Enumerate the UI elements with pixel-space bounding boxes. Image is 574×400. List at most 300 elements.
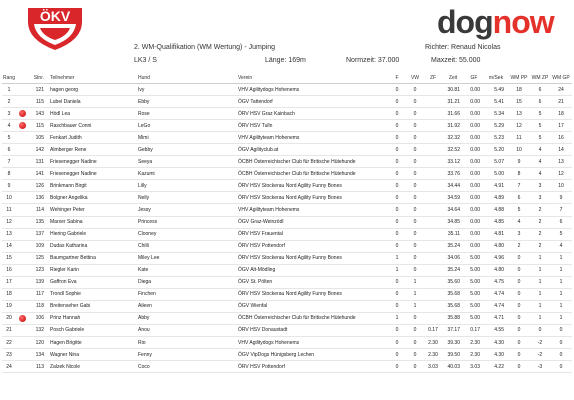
cell-wm-zp: 2 [530,216,550,228]
cell-hund: Rio [138,336,238,348]
cell-rang: 24 [2,361,16,373]
cell-zf [424,204,442,216]
table-row [2,192,572,204]
cell-f: 1 [388,264,406,276]
cell-verein: ÖRV HSV Stockerau Nord Agility Funny Bones [238,192,388,204]
cell-rang: 1 [2,84,16,96]
cell-zf [424,288,442,300]
cell-rang: 9 [2,180,16,192]
cell-wm-pp: 18 [508,84,530,96]
cell-rang: 12 [2,216,16,228]
cell-zf [424,276,442,288]
header-gf: GF [464,73,484,84]
cell-zf [424,312,442,324]
header-zf: ZF [424,73,442,84]
cell-zeit: 33.12 [442,156,464,168]
header-msek: m/Sek [484,73,508,84]
cell-stnr: 126 [28,180,44,192]
cell-zf [424,192,442,204]
cell-f: 0 [388,288,406,300]
cell-verein: ÖGV Wienfal [238,300,388,312]
cell-verein: ÖRV HSV Graz Kainbach [238,108,388,120]
cell-zf [424,120,442,132]
cell-wm-pp: 12 [508,120,530,132]
cell-wm-gp: 1 [550,288,572,300]
cell-wm-pp: 9 [508,156,530,168]
cell-wm-zp: 4 [530,168,550,180]
cell-teilnehmer: Breitenseher Gabi [44,300,138,312]
cell-msek: 4.30 [484,349,508,361]
cell-gf: 0.00 [464,228,484,240]
marker-cell [16,361,28,373]
cell-wm-zp: 2 [530,204,550,216]
cell-f: 0 [388,132,406,144]
cell-verein: VHV Agilitydogs Hohenems [238,336,388,348]
cell-teilnehmer: Riegler Karin [44,264,138,276]
cell-hund: Fenny [138,349,238,361]
red-dot-icon [19,122,26,129]
cell-wm-zp: 2 [530,240,550,252]
cell-wm-zp: 5 [530,132,550,144]
cell-hund: Aileen [138,300,238,312]
cell-wm-zp: 3 [530,192,550,204]
cell-verein: VHV Agilitydogs Hohenems [238,84,388,96]
cell-teilnehmer: Friesenegger Nadine [44,156,138,168]
table-row [2,240,572,252]
marker-cell [16,324,28,336]
cell-zeit: 32.32 [442,132,464,144]
cell-zeit: 31.92 [442,120,464,132]
marker-cell [16,228,28,240]
cell-rang: 11 [2,204,16,216]
cell-zeit: 30.81 [442,84,464,96]
cell-vw: 0 [406,144,424,156]
marker-cell [16,288,28,300]
cell-vw: 0 [406,240,424,252]
cell-rang: 4 [2,120,16,132]
cell-f: 0 [388,216,406,228]
cell-zeit: 37.17 [442,324,464,336]
cell-wm-gp: 1 [550,300,572,312]
cell-wm-gp: 0 [550,349,572,361]
table-row [2,120,572,132]
cell-vw: 0 [406,132,424,144]
marker-cell [16,156,28,168]
cell-f: 1 [388,312,406,324]
cell-f: 0 [388,228,406,240]
marker-cell [16,240,28,252]
cell-msek: 4.88 [484,204,508,216]
cell-zeit: 31.66 [442,108,464,120]
table-row [2,336,572,348]
cell-wm-zp: 3 [530,180,550,192]
cell-zeit: 35.68 [442,300,464,312]
table-row [2,144,572,156]
cell-zf [424,96,442,108]
cell-wm-pp: 3 [508,228,530,240]
cell-zf [424,156,442,168]
cell-zeit: 35.11 [442,228,464,240]
cell-zeit: 34.64 [442,204,464,216]
cell-hund: Princess [138,216,238,228]
marker-cell [16,120,28,132]
cell-verein: ÖGV Tattendorf [238,96,388,108]
event-class: LK3 / S [134,57,157,64]
cell-zeit: 35.60 [442,276,464,288]
cell-hund: Chilli [138,240,238,252]
cell-f: 0 [388,120,406,132]
cell-gf: 0.00 [464,180,484,192]
cell-rang: 17 [2,276,16,288]
cell-verein: ÖGV Alt-Mödling [238,264,388,276]
cell-wm-pp: 0 [508,276,530,288]
cell-gf: 0.00 [464,120,484,132]
cell-zeit: 35.88 [442,312,464,324]
cell-vw: 0 [406,156,424,168]
cell-msek: 4.22 [484,361,508,373]
cell-zf [424,252,442,264]
cell-zeit: 32.52 [442,144,464,156]
header-stnr: Stnr. [28,73,44,84]
cell-zeit: 34.85 [442,216,464,228]
cell-msek: 4.75 [484,276,508,288]
cell-gf: 5.00 [464,288,484,300]
cell-wm-gp: 4 [550,240,572,252]
header-zeit: Zeit [442,73,464,84]
cell-wm-gp: 1 [550,264,572,276]
cell-wm-gp: 12 [550,168,572,180]
cell-teilnehmer: Trondl Sophie [44,288,138,300]
cell-stnr: 134 [28,349,44,361]
cell-f: 0 [388,156,406,168]
cell-f: 0 [388,240,406,252]
cell-wm-pp: 11 [508,132,530,144]
cell-stnr: 136 [28,192,44,204]
cell-rang: 16 [2,264,16,276]
cell-stnr: 125 [28,252,44,264]
header-hund: Hund [138,73,238,84]
cell-hund: Kate [138,264,238,276]
cell-zf: 2.30 [424,336,442,348]
cell-zeit: 34.06 [442,252,464,264]
cell-f: 0 [388,324,406,336]
cell-stnr: 114 [28,204,44,216]
marker-cell [16,108,28,120]
cell-vw: 0 [406,361,424,373]
table-row [2,168,572,180]
cell-teilnehmer: Fenkart Judith [44,132,138,144]
table-row [2,252,572,264]
cell-verein: ÖGV VipDogs Hünigsberg Lechen [238,349,388,361]
cell-msek: 4.81 [484,228,508,240]
cell-wm-pp: 0 [508,288,530,300]
cell-gf: 0.00 [464,216,484,228]
cell-gf: 0.00 [464,192,484,204]
cell-zf [424,264,442,276]
cell-hund: Ivy [138,84,238,96]
cell-stnr: 106 [28,312,44,324]
cell-stnr: 123 [28,264,44,276]
cell-zf [424,84,442,96]
cell-wm-pp: 0 [508,324,530,336]
cell-f: 1 [388,252,406,264]
cell-rang: 10 [2,192,16,204]
cell-wm-gp: 5 [550,228,572,240]
cell-stnr: 109 [28,240,44,252]
cell-gf: 5.00 [464,312,484,324]
cell-wm-gp: 7 [550,204,572,216]
cell-teilnehmer: Marxer Sabina [44,216,138,228]
cell-f: 0 [388,349,406,361]
dognow-logo [437,4,554,41]
cell-wm-pp: 6 [508,192,530,204]
cell-wm-zp: 1 [530,264,550,276]
header-rang: Rang [2,73,16,84]
cell-rang: 19 [2,300,16,312]
cell-rang: 5 [2,132,16,144]
marker-cell [16,216,28,228]
cell-teilnehmer: Baumgartner Bettina [44,252,138,264]
cell-hund: Rose [138,108,238,120]
cell-gf: 0.00 [464,144,484,156]
cell-verein: ÖGV St. Pölten [238,276,388,288]
cell-wm-gp: 14 [550,144,572,156]
cell-wm-gp: 18 [550,108,572,120]
cell-vw: 0 [406,252,424,264]
cell-teilnehmer: Wagner Nina [44,349,138,361]
cell-teilnehmer: Hiering Gabriele [44,228,138,240]
cell-verein: ÖRV HSV Frauental [238,228,388,240]
cell-stnr: 139 [28,276,44,288]
cell-teilnehmer: Zalzek Nicole [44,361,138,373]
dognow-logo-dog: dog [437,4,493,40]
table-row [2,276,572,288]
cell-verein: VHV Agilityteam Hohenems [238,204,388,216]
cell-gf: 5.00 [464,252,484,264]
cell-stnr: 121 [28,84,44,96]
cell-wm-pp: 0 [508,349,530,361]
cell-stnr: 143 [28,108,44,120]
cell-rang: 3 [2,108,16,120]
cell-f: 0 [388,361,406,373]
cell-verein: ÖRV HSV Pottendorf [238,361,388,373]
cell-wm-pp: 0 [508,336,530,348]
marker-cell [16,192,28,204]
marker-cell [16,276,28,288]
cell-wm-zp: -2 [530,349,550,361]
table-row [2,132,572,144]
cell-zf [424,132,442,144]
okv-logo [26,6,84,52]
cell-wm-zp: 4 [530,156,550,168]
cell-stnr: 137 [28,228,44,240]
cell-vw: 0 [406,216,424,228]
cell-wm-zp: 2 [530,228,550,240]
cell-rang: 15 [2,252,16,264]
cell-f: 0 [388,300,406,312]
cell-zeit: 31.21 [442,96,464,108]
cell-rang: 21 [2,324,16,336]
cell-verein: ÖRV HSV Stockerau Nord Agility Funny Bones [238,288,388,300]
marker-cell [16,180,28,192]
red-dot-icon [19,110,26,117]
cell-verein: ÖGV Graz-Weinzödl [238,216,388,228]
cell-stnr: 115 [28,96,44,108]
cell-wm-pp: 4 [508,216,530,228]
cell-vw: 0 [406,336,424,348]
table-row [2,156,572,168]
cell-rang: 22 [2,336,16,348]
cell-vw: 1 [406,288,424,300]
cell-teilnehmer: hagen georg [44,84,138,96]
cell-vw: 0 [406,168,424,180]
cell-msek: 4.89 [484,192,508,204]
cell-wm-zp: 0 [530,324,550,336]
marker-cell [16,312,28,324]
marker-cell [16,300,28,312]
cell-verein: ÖRV HSV Stockerau Nord Agility Funny Bones [238,252,388,264]
cell-msek: 5.23 [484,132,508,144]
cell-wm-gp: 13 [550,156,572,168]
cell-wm-gp: 24 [550,84,572,96]
cell-stnr: 141 [28,168,44,180]
cell-zeit: 35.24 [442,264,464,276]
cell-wm-zp: 4 [530,144,550,156]
cell-gf: 0.00 [464,132,484,144]
cell-teilnehmer: Hagen Brigitte [44,336,138,348]
cell-f: 0 [388,108,406,120]
cell-msek: 4.85 [484,216,508,228]
cell-vw: 0 [406,84,424,96]
cell-rang: 20 [2,312,16,324]
cell-gf: 0.00 [464,108,484,120]
cell-verein: ÖRV HSV Pottendorf [238,240,388,252]
cell-verein: ÖCBH Österreichischer Club für Britische Hütehunde [238,156,388,168]
cell-zeit: 40.03 [442,361,464,373]
cell-msek: 5.20 [484,144,508,156]
cell-vw: 0 [406,264,424,276]
results-table [2,73,572,373]
cell-gf: 3.03 [464,361,484,373]
cell-msek: 5.29 [484,120,508,132]
cell-gf: 0.00 [464,84,484,96]
cell-stnr: 115 [28,120,44,132]
cell-vw: 0 [406,192,424,204]
table-row [2,216,572,228]
cell-f: 0 [388,276,406,288]
cell-teilnehmer: Raschbauer Conni [44,120,138,132]
cell-hund: Finchen [138,288,238,300]
header-teilnehmer: Teilnehmer [44,73,138,84]
cell-rang: 2 [2,96,16,108]
cell-hund: Mimi [138,132,238,144]
cell-hund: Diega [138,276,238,288]
cell-hund: LeGo [138,120,238,132]
cell-verein: ÖRV HSV Donaustadt [238,324,388,336]
cell-gf: 0.17 [464,324,484,336]
cell-hund: Jessy [138,204,238,216]
cell-f: 0 [388,144,406,156]
cell-wm-zp: 6 [530,84,550,96]
cell-msek: 5.41 [484,96,508,108]
cell-wm-zp: -2 [530,336,550,348]
cell-f: 0 [388,204,406,216]
cell-zeit: 33.76 [442,168,464,180]
standard-time: Normzeit: 37.000 [346,57,400,64]
cell-gf: 5.00 [464,264,484,276]
marker-cell [16,264,28,276]
cell-verein: VHV Agilityteam Hohenems [238,132,388,144]
cell-hund: Ebby [138,96,238,108]
max-time: Maxzeit: 55.000 [431,57,481,64]
event-title: 2. WM-Qualifikation (WM Wertung) - Jumping [134,44,276,51]
cell-verein: ÖRV HSV Stockerau Nord Agility Funny Bones [238,180,388,192]
cell-msek: 4.80 [484,264,508,276]
cell-msek: 4.91 [484,180,508,192]
cell-gf: 5.00 [464,276,484,288]
marker-cell [16,96,28,108]
cell-gf: 0.00 [464,168,484,180]
table-row [2,96,572,108]
cell-teilnehmer: Almberger Rene [44,144,138,156]
cell-teilnehmer: Posch Gabriele [44,324,138,336]
cell-wm-pp: 0 [508,361,530,373]
cell-msek: 4.80 [484,240,508,252]
cell-gf: 0.00 [464,240,484,252]
cell-wm-gp: 17 [550,120,572,132]
cell-zf: 2.30 [424,349,442,361]
cell-stnr: 113 [28,361,44,373]
marker-cell [16,84,28,96]
cell-wm-gp: 10 [550,180,572,192]
cell-wm-pp: 13 [508,108,530,120]
cell-rang: 23 [2,349,16,361]
cell-zeit: 35.24 [442,240,464,252]
cell-f: 0 [388,168,406,180]
cell-wm-zp: -3 [530,361,550,373]
cell-f: 0 [388,84,406,96]
cell-wm-gp: 21 [550,96,572,108]
cell-vw: 0 [406,108,424,120]
cell-stnr: 105 [28,132,44,144]
table-row [2,312,572,324]
cell-msek: 5.49 [484,84,508,96]
cell-zeit: 34.44 [442,180,464,192]
cell-zf [424,180,442,192]
cell-wm-pp: 0 [508,264,530,276]
cell-wm-gp: 0 [550,324,572,336]
cell-wm-zp: 6 [530,96,550,108]
cell-msek: 5.00 [484,168,508,180]
cell-wm-gp: 1 [550,276,572,288]
cell-verein: ÖCBH Österreichischer Club für Britische Hütehunde [238,312,388,324]
cell-vw: 0 [406,228,424,240]
cell-wm-gp: 6 [550,216,572,228]
cell-teilnehmer: Lubei Daniela [44,96,138,108]
header-wm-gp: WM GP [550,73,572,84]
cell-wm-gp: 1 [550,312,572,324]
cell-stnr: 117 [28,288,44,300]
cell-stnr: 131 [28,156,44,168]
cell-gf: 0.00 [464,156,484,168]
cell-zeit: 35.68 [442,288,464,300]
cell-msek: 4.96 [484,252,508,264]
cell-vw: 0 [406,120,424,132]
header-f: F [388,73,406,84]
cell-wm-zp: 1 [530,252,550,264]
cell-rang: 8 [2,168,16,180]
table-header-row [2,73,572,84]
